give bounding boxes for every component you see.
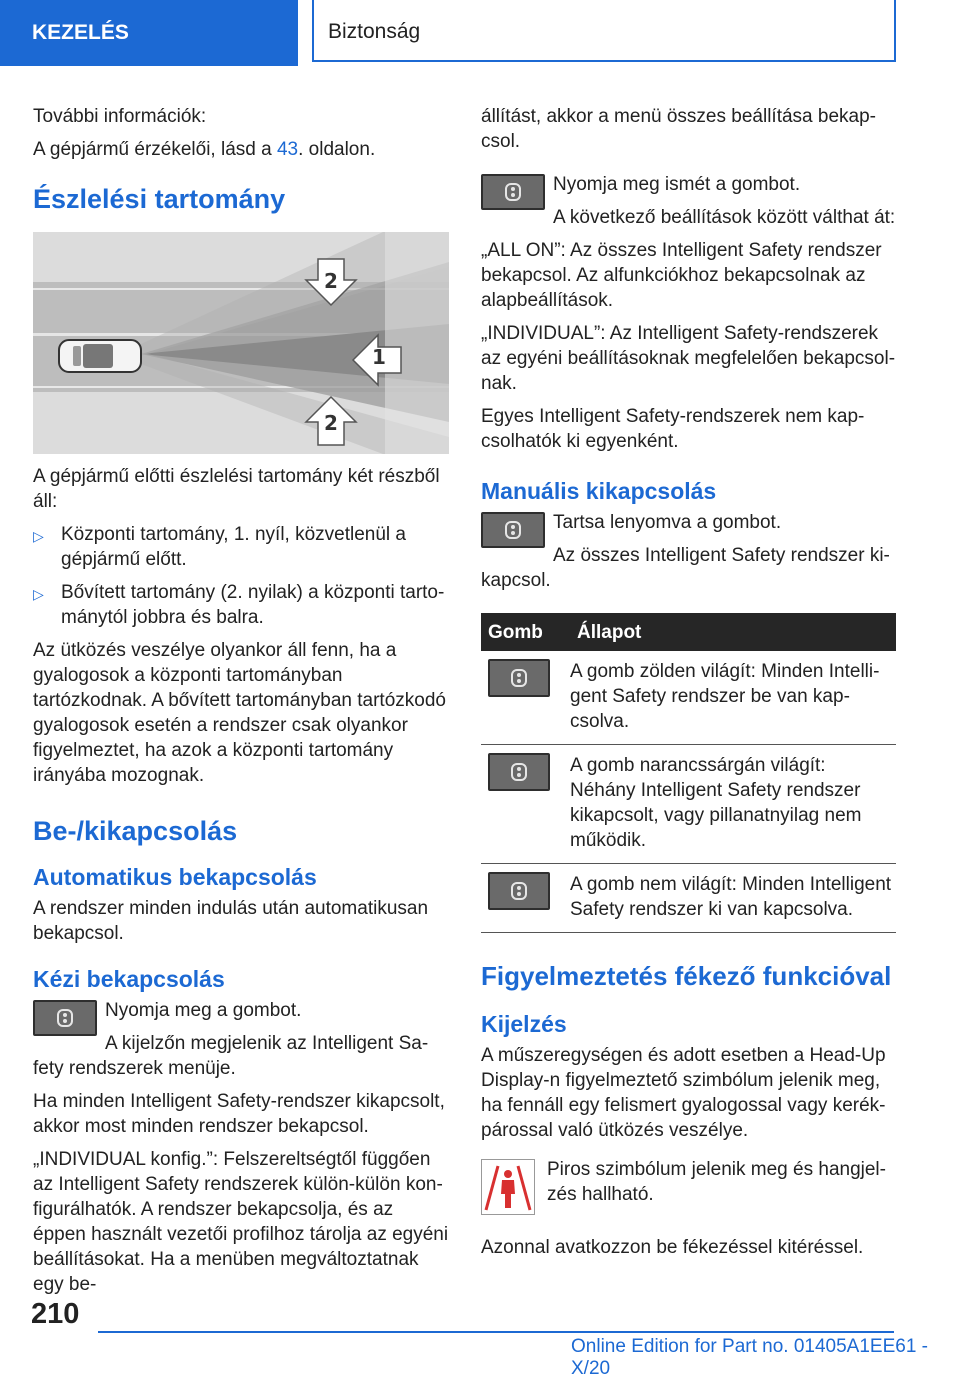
manual-step2-b: fety rendszerek menüje. <box>33 1058 236 1079</box>
manual-step1: Nyomja meg a gombot. <box>105 1000 302 1021</box>
button-cell <box>481 864 570 933</box>
sensors-post: . oldalon. <box>298 139 376 160</box>
button-off-icon <box>488 872 550 910</box>
hold-button: Tartsa lenyomva a gombot. <box>553 512 782 533</box>
red-symbol-step <box>481 1157 896 1223</box>
individual-text: „INDIVIDUAL”: Az Intelligent Safety-rendszerek az egyéni beállításoknak megfelelően bekapcsolnak. <box>481 323 896 394</box>
table-header <box>481 613 896 651</box>
car-icon <box>59 340 141 372</box>
state-cell: A gomb narancssárgán világít: Néhány Intelligent Safety rendszer kikapcsolt, vagy pillanatnyilag nem működik. <box>570 745 896 864</box>
brake-text: Azonnal avatkozzon be fékezéssel kitéréssel. <box>481 1237 864 1258</box>
sensors-reference <box>33 137 449 162</box>
display-text: A műszeregységen és adott esetben a Head-Up Display-n figyelmeztető szimbólum jelenik meg, ha fennáll egy felismert gyalogossal vagy kerékpárossal való ütközés veszélye. <box>481 1045 886 1141</box>
some-systems-text: Egyes Intelligent Safety-rendszerek nem kapcsolhatók ki egyenként. <box>481 406 865 452</box>
chapter-tab: Biztonság <box>312 0 896 62</box>
left-column <box>33 104 449 1305</box>
manual-off-step <box>481 510 896 568</box>
all-off-result-b: kapcsol. <box>481 570 551 591</box>
press-again-step <box>481 172 896 230</box>
state-cell: A gomb nem világít: Minden Intelligent Safety rendszer ki van kapcsolva. <box>570 864 896 933</box>
display-title: Kijelzés <box>481 1011 567 1037</box>
right-column <box>481 104 896 1268</box>
triangle-bullet-icon: ▷ <box>33 528 44 544</box>
table-row <box>481 745 896 864</box>
button-cell <box>481 651 570 745</box>
intelligent-safety-button-icon <box>33 1000 97 1036</box>
bullet-item <box>33 580 449 630</box>
manual-step2-a: A kijelzőn megjelenik az Intelligent Sa- <box>105 1033 429 1054</box>
button-green-icon <box>488 659 550 697</box>
manual-title: Kézi bekapcsolás <box>33 966 225 992</box>
arrow-2-bottom-label: 2 <box>324 411 338 435</box>
switch-between: A következő beállítások között válthat át: <box>553 207 896 228</box>
footer-rule <box>98 1331 894 1333</box>
table-row <box>481 864 896 933</box>
pedestrian-warning-icon <box>481 1159 535 1215</box>
table-row <box>481 651 896 745</box>
sensors-text: A gépjármű érzékelői, lásd a <box>33 139 277 160</box>
detection-title: Észlelési tartomány <box>33 184 286 214</box>
warning-title: Figyelmeztetés fékező funkcióval <box>481 961 892 991</box>
button-orange-icon <box>488 753 550 791</box>
footer-edition: Online Edition for Part no. 01405A1EE61 - X/20 <box>571 1336 929 1379</box>
auto-title: Automatikus bekapcsolás <box>33 864 317 890</box>
individual-config-text: „INDIVIDUAL konfig.”: Felszereltségtől függően az Intelligent Safety rendszerek külön-külön konfigurálhatók. A rendszer bekapcsolja, és az éppen használt vezetői profilhoz tárolja az egyéni beállításokat. Ha a menüben megváltoztatnak egy be- <box>33 1149 449 1295</box>
detection-figure <box>33 232 449 454</box>
arrow-2-top-label: 2 <box>324 269 338 293</box>
col-state-header: Állapot <box>570 613 896 651</box>
intelligent-safety-button-icon <box>481 512 545 548</box>
intelligent-safety-button-icon <box>481 174 545 210</box>
page-link[interactable]: 43 <box>276 139 299 160</box>
detection-diagram <box>33 232 449 454</box>
red-symbol-text: Piros szimbólum jelenik meg és hangjelzés hallható. <box>547 1159 886 1205</box>
section-tab: KEZELÉS <box>0 0 298 66</box>
manual-off-title: Manuális kikapcsolás <box>481 478 717 504</box>
manual-step <box>33 998 449 1056</box>
all-off-text: Ha minden Intelligent Safety-rendszer kikapcsolt, akkor most minden rendszer bekapcsol. <box>33 1091 445 1137</box>
state-cell: A gomb zölden világít: Minden Intelligent Safety rendszer be van kapcsolva. <box>570 651 896 745</box>
page-number: 210 <box>31 1298 80 1330</box>
arrow-1-label: 1 <box>372 345 386 369</box>
bullet-item <box>33 522 449 572</box>
press-again: Nyomja meg ismét a gombot. <box>553 174 801 195</box>
collision-text: Az ütközés veszélye olyankor áll fenn, ha a gyalogosok a központi tartományban tartózkodnak. A bővített tartományban tartózkodó gyalogosok esetén a rendszer csak olyankor figyelmeztet, ha azok a központi tartomány irányába mozognak. <box>33 640 446 786</box>
triangle-bullet-icon: ▷ <box>33 586 44 602</box>
all-off-result-a: Az összes Intelligent Safety rendszer ki- <box>553 545 890 566</box>
detection-text: A gépjármű előtti észlelési tartomány két részből áll: <box>33 466 440 512</box>
more-info-label: További információk: <box>33 106 207 127</box>
button-cell <box>481 745 570 864</box>
onoff-title: Be-/kikapcsolás <box>33 816 238 846</box>
all-on-text: „ALL ON”: Az összes Intelligent Safety rendszer bekapcsol. Az alfunkciókhoz bekapcsolnak az alapbeállítások. <box>481 240 882 311</box>
col-button-header: Gomb <box>481 613 570 651</box>
auto-text: A rendszer minden indulás után automatikusan bekapcsol. <box>33 898 429 944</box>
continued-text: állítást, akkor a menü összes beállítása bekapcsol. <box>481 106 876 152</box>
button-state-table <box>481 613 896 933</box>
bullet-text: Bővített tartomány (2. nyilak) a központi tartománytól jobbra és balra. <box>61 582 445 628</box>
bullet-text: Központi tartomány, 1. nyíl, közvetlenül a gépjármű előtt. <box>61 524 406 570</box>
